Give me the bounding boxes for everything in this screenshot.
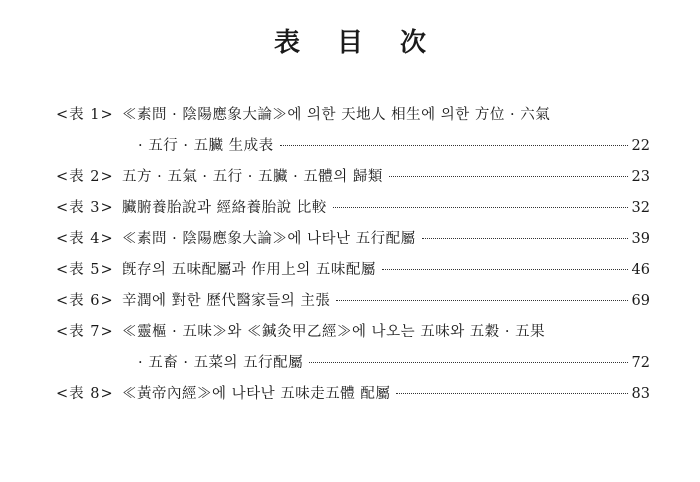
toc-entry-7 <box>56 317 650 348</box>
toc-entry-7-continued <box>56 348 650 379</box>
toc-entry-2 <box>56 162 650 193</box>
toc-entry-title-continued: · 五畜 · 五菜의 五行配屬 <box>138 355 304 371</box>
dot-leader <box>280 145 628 146</box>
toc-entry-number: <表 1> <box>56 107 114 123</box>
toc-entry-number: <表 5> <box>56 262 114 278</box>
toc-entry-number: <表 2> <box>56 169 114 185</box>
toc-entry-title: ≪靈樞 · 五味≫와 ≪鍼灸甲乙經≫에 나오는 五味와 五穀 · 五果 <box>122 324 546 340</box>
toc-entry-number: <表 4> <box>56 231 114 247</box>
dot-leader <box>382 269 628 270</box>
dot-leader <box>389 176 628 177</box>
toc-entry-title-continued: · 五行 · 五臟 生成表 <box>138 138 274 154</box>
toc-entry-5 <box>56 255 650 286</box>
toc-page-number: 22 <box>631 138 650 154</box>
toc-entry-title: ≪黃帝內經≫에 나타난 五味走五體 配屬 <box>122 386 391 402</box>
toc-entry-number: <表 3> <box>56 200 114 216</box>
toc-page-number: 23 <box>631 169 650 185</box>
toc-entry-number: <表 6> <box>56 293 114 309</box>
dot-leader <box>396 393 627 394</box>
toc-entry-number: <表 8> <box>56 386 114 402</box>
toc-page-number: 46 <box>631 262 650 278</box>
dot-leader <box>309 362 627 363</box>
toc-entry-title: 辛潤에 對한 歷代醫家들의 主張 <box>122 293 331 309</box>
toc-page-number: 39 <box>631 231 650 247</box>
toc-entry-1 <box>56 100 650 131</box>
dot-leader <box>422 238 628 239</box>
dot-leader <box>336 300 627 301</box>
toc-entry-title: 五方 · 五氣 · 五行 · 五臟 · 五體의 歸類 <box>122 169 383 185</box>
toc-page-number: 69 <box>631 293 650 309</box>
toc-page-number: 83 <box>631 386 650 402</box>
toc-entry-1-continued <box>56 131 650 162</box>
toc-entry-number: <表 7> <box>56 324 114 340</box>
toc-entry-3 <box>56 193 650 224</box>
toc-entry-4 <box>56 224 650 255</box>
toc-entry-8 <box>56 379 650 410</box>
dot-leader <box>333 207 628 208</box>
toc-entry-title: 臟腑養胎說과 經絡養胎說 比較 <box>122 200 327 216</box>
toc-entry-title: 旣存의 五味配屬과 作用上의 五味配屬 <box>122 262 376 278</box>
toc-entry-title: ≪素問 · 陰陽應象大論≫에 나타난 五行配屬 <box>122 231 416 247</box>
toc-entry-title: ≪素問 · 陰陽應象大論≫에 의한 天地人 相生에 의한 方位 · 六氣 <box>122 107 551 123</box>
page-title: 表 目 次 <box>273 28 441 58</box>
toc-page-number: 32 <box>631 200 650 216</box>
table-of-contents <box>56 100 650 410</box>
toc-entry-6 <box>56 286 650 317</box>
toc-page-number: 72 <box>631 355 650 371</box>
